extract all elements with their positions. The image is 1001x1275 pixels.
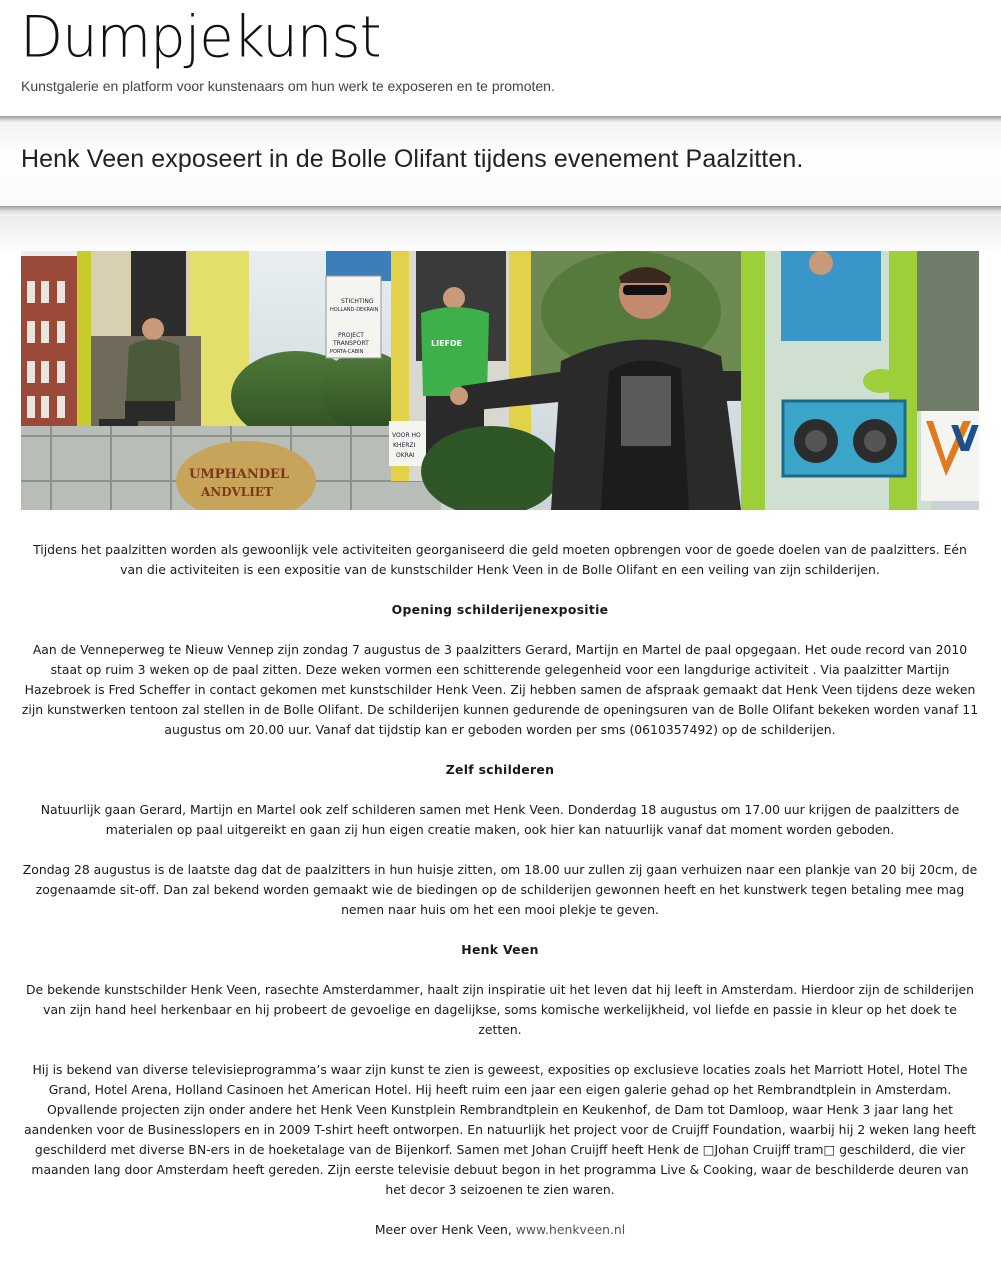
article-title: Henk Veen exposeert in de Bolle Olifant tijdens evenement Paalzitten.	[21, 145, 804, 173]
heading-zelf-schilderen: Zelf schilderen	[445, 762, 555, 777]
shirt-text: LIEFDE	[431, 339, 463, 348]
more-info-prefix: Meer over Henk Veen,	[374, 1222, 516, 1237]
banner-text: UMPHANDEL	[189, 467, 290, 482]
sign-porta: PORTA-CABIN	[330, 349, 364, 355]
sign-v: V	[951, 419, 979, 460]
sign-stichting: STICHTING	[341, 298, 374, 305]
hero-photo	[21, 251, 979, 510]
paragraph-opening: Aan de Venneperweg te Nieuw Vennep zijn zondag 7 augustus de 3 paalzitters Gerard, Martijn en Martel de paal opgegaan. Het oude record van 2010 staat op ruim 3 weken op de paal zitten. Deze weken vormen een schitterende gelegenheid voor een langdurige activiteit . Via paalzitter Martijn Hazebroek is Fred Scheffer in contact gekomen met kunstschilder Henk Veen. Zij hebben samen de afspraak gemaakt dat Henk Veen tijdens deze weken zijn kunstwerken tentoon zal stellen in de Bolle Olifant. De schilderijen kunnen gedurende de openingsuren van de Bolle Olifant bekeken worden vanaf 11 augustus om 20.00 uur. Vanaf dat tijdstip kan er geboden worden per sms (0610357492) op de schilderijen.	[21, 642, 979, 737]
heading-henk-veen: Henk Veen	[461, 942, 539, 957]
intro-paragraph: Tijdens het paalzitten worden als gewoonlijk vele activiteiten georganiseerd die geld moeten opbrengen voor de goede doelen van de paalzitters. Eén van die activiteiten is een expositie van de kunstschilder Henk Veen in de Bolle Olifant en een veiling van zijn schilderijen.	[33, 542, 967, 577]
sign-project: PROJECT	[338, 332, 364, 339]
sign-transport: TRANSPORT	[333, 340, 369, 347]
sign-kherzi: KHERZI	[393, 442, 416, 449]
header-divider	[0, 116, 1001, 124]
paragraph-sit-off: Zondag 28 augustus is de laatste dag dat de paalzitters in hun huisje zitten, om 18.00 uur zullen zij gaan verhuizen naar een plankje van 20 bij 20cm, de zogenaamde sit-off. Dan zal bekend worden gemaakt wie de biedingen op de schilderijen gewonnen heeft en het kunstwerk tegen betaling mee mag nemen naar huis om het een mooi plekje te geven.	[22, 862, 978, 917]
heading-opening: Opening schilderijenexpositie	[391, 602, 609, 617]
paragraph-henk-veen-projects: Hij is bekend van diverse televisieprogramma’s waar zijn kunst te zien is geweest, exposities op exclusieve locaties zoals het Marriott Hotel, Hotel The Grand, Hotel Arena, Holland Casinoen het American Hotel. Hij heeft ruim een jaar een eigen galerie gehad op het Rembrandtplein in Amsterdam. Opvallende projecten zijn onder andere het Henk Veen Kunstplein Rembrandtplein en Keukenhof, de Dam tot Damloop, waar Henk 3 jaar lang het aandenken voor de Businesslopers en in 2009 T-shirt heeft ontworpen. En natuurlijk het project voor de Cruijff Foundation, waarbij hij 2 weken lang heeft geschilderd met diverse BN-ers in de hoeketalage van de Bijenkorf. Samen met Johan Cruijff heeft Henk de □Johan Cruijff tram□ geschilderd, die vier maanden lang door Amsterdam heeft gereden. Zijn eerste televisie debuut begon in het programma Live & Cooking, waar de beschilderde deuren van het decor 3 seizoenen te zien waren.	[24, 1062, 976, 1197]
article-body	[21, 540, 979, 1260]
sign-holland: HOLLAND-DEKRAIN	[330, 307, 379, 313]
site-tagline: Kunstgalerie en platform voor kunstenaars om hun werk te exposeren en te promoten.	[21, 78, 555, 94]
paragraph-henk-veen-bio: De bekende kunstschilder Henk Veen, rasechte Amsterdammer, haalt zijn inspiratie uit het leven dat hij leeft in Amsterdam. Hierdoor zijn de schilderijen van zijn hand heel herkenbaar en hij probeert de gevoelige en dagelijkse, soms komische werkelijkheid, vol liefde en passie in kleur op het doek te zetten.	[25, 982, 975, 1037]
sign-voor: VOOR HO	[392, 432, 421, 439]
sign-okrai: OKRAI	[396, 452, 415, 459]
hero-photo-illustration	[21, 251, 979, 510]
title-divider	[0, 206, 1001, 216]
paragraph-zelf-schilderen: Natuurlijk gaan Gerard, Martijn en Martel ook zelf schilderen samen met Henk Veen. Donderdag 18 augustus om 17.00 uur krijgen de paalzitters de materialen op paal uitgereikt en gaan zij hun eigen creatie maken, ook hier kan natuurlijk vanaf dat moment worden geboden.	[40, 802, 960, 837]
henkveen-link[interactable]: www.henkveen.nl	[515, 1222, 626, 1237]
site-header	[0, 0, 1001, 116]
site-title[interactable]: Dumpjekunst	[20, 4, 381, 71]
more-info	[21, 1220, 979, 1240]
banner-text-2: ANDVLIET	[201, 485, 273, 499]
